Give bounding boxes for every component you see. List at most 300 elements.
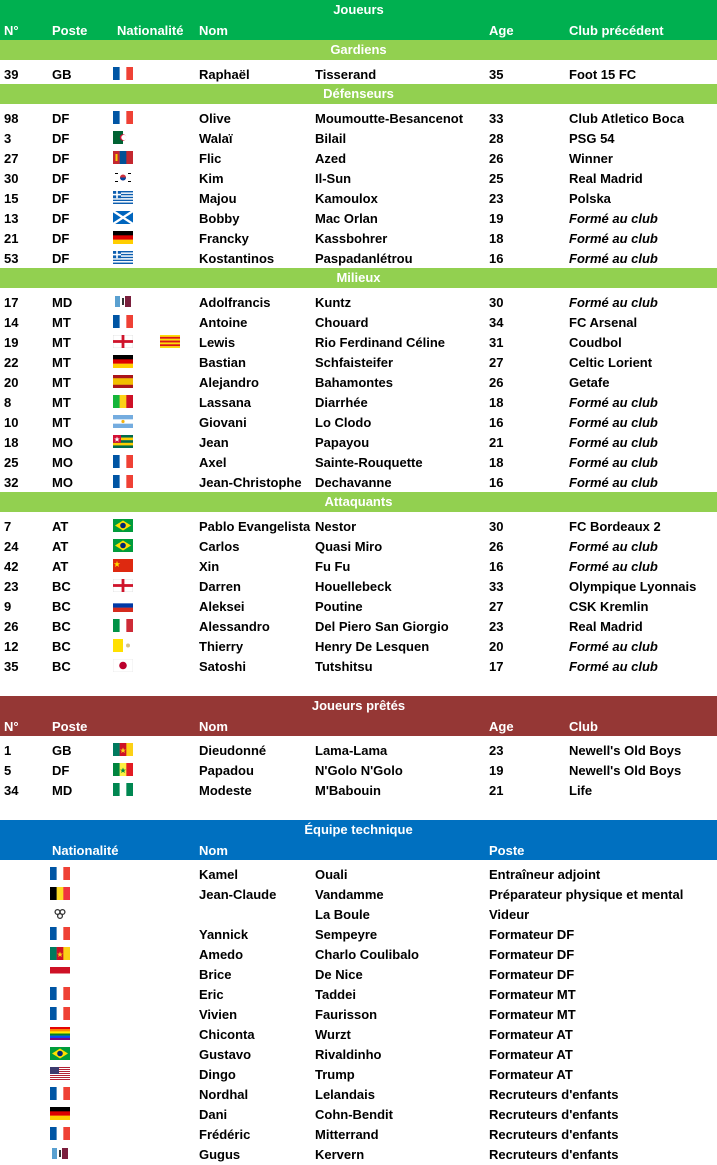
- player-previous-club: Winner: [569, 151, 613, 166]
- staff-last-name: Lelandais: [315, 1087, 375, 1102]
- staff-last-name: Vandamme: [315, 887, 384, 902]
- loan-first-name: Papadou: [199, 763, 254, 778]
- usa-flag-icon: [50, 1067, 70, 1080]
- player-last-name: Papayou: [315, 435, 370, 450]
- triskel-flag-icon: [50, 907, 70, 920]
- player-age: 26: [489, 539, 504, 554]
- greece-flag-icon: [113, 251, 133, 264]
- staff-role: Videur: [489, 907, 530, 922]
- player-age: 27: [489, 355, 504, 370]
- staff-first-name: Vivien: [199, 1007, 238, 1022]
- staff-last-name: Cohn-Bendit: [315, 1107, 393, 1122]
- staff-row: [0, 864, 717, 884]
- player-age: 16: [489, 559, 504, 574]
- player-row: [0, 208, 717, 228]
- player-first-name: Aleksei: [199, 599, 245, 614]
- player-previous-club: FC Bordeaux 2: [569, 519, 661, 534]
- player-first-name: Kim: [199, 171, 224, 186]
- player-row: [0, 292, 717, 312]
- player-position: MT: [52, 415, 71, 430]
- player-age: 23: [489, 619, 504, 634]
- player-number: 98: [4, 111, 19, 126]
- china-flag-icon: [113, 559, 133, 572]
- player-number: 10: [4, 415, 19, 430]
- player-previous-club: Getafe: [569, 375, 610, 390]
- players-title-bar: [0, 0, 717, 20]
- section-header-3: [0, 492, 717, 512]
- loan-col-header-num: N°: [4, 719, 19, 734]
- player-number: 15: [4, 191, 19, 206]
- player-number: 18: [4, 435, 19, 450]
- staff-row: [0, 1144, 717, 1164]
- togo-flag-icon: [113, 435, 133, 448]
- staff-role: Entraîneur adjoint: [489, 867, 601, 882]
- mongolia-flag-icon: [113, 151, 133, 164]
- player-first-name: Bastian: [199, 355, 246, 370]
- staff-row: [0, 1024, 717, 1044]
- player-number: 12: [4, 639, 19, 654]
- player-previous-club: Formé au club: [569, 435, 658, 450]
- player-row: [0, 108, 717, 128]
- player-last-name: Mac Orlan: [315, 211, 378, 226]
- staff-last-name: Mitterrand: [315, 1127, 379, 1142]
- greece-flag-icon: [113, 191, 133, 204]
- player-row: [0, 148, 717, 168]
- staff-title: Équipe technique: [304, 822, 413, 837]
- player-first-name: Jean-Christophe: [199, 475, 302, 490]
- player-last-name: Diarrhée: [315, 395, 368, 410]
- loan-last-name: N'Golo N'Golo: [315, 763, 403, 778]
- player-position: MT: [52, 355, 71, 370]
- player-last-name: Poutine: [315, 599, 363, 614]
- player-age: 18: [489, 455, 504, 470]
- staff-title-bar: [0, 820, 717, 840]
- staff-role: Formateur AT: [489, 1067, 573, 1082]
- player-age: 30: [489, 295, 504, 310]
- loan-col-header-name: Nom: [199, 719, 228, 734]
- section-title: Défenseurs: [323, 86, 394, 101]
- player-age: 28: [489, 131, 504, 146]
- player-row: [0, 576, 717, 596]
- player-position: MT: [52, 395, 71, 410]
- staff-first-name: Chiconta: [199, 1027, 255, 1042]
- staff-role: Formateur MT: [489, 1007, 576, 1022]
- staff-role: Formateur AT: [489, 1047, 573, 1062]
- italy-flag-icon: [113, 619, 133, 632]
- player-number: 21: [4, 231, 19, 246]
- player-last-name: Moumoutte-Besancenot: [315, 111, 464, 126]
- section-title: Gardiens: [330, 42, 387, 57]
- player-age: 17: [489, 659, 504, 674]
- player-age: 34: [489, 315, 504, 330]
- player-last-name: Houellebeck: [315, 579, 392, 594]
- korea-flag-icon: [113, 171, 133, 184]
- england-flag-icon: [113, 335, 133, 348]
- staff-row: [0, 1044, 717, 1064]
- player-first-name: Pablo Evangelista: [199, 519, 311, 534]
- staff-role: Préparateur physique et mental: [489, 887, 684, 902]
- staff-last-name: Wurzt: [315, 1027, 351, 1042]
- aveyron-flag-icon: [50, 1147, 70, 1160]
- player-row: [0, 516, 717, 536]
- staff-last-name: Faurisson: [315, 1007, 378, 1022]
- rainbow-flag-icon: [50, 1027, 70, 1040]
- germany-flag-icon: [113, 355, 133, 368]
- col-header-name: Nom: [199, 23, 228, 38]
- player-first-name: Flic: [199, 151, 222, 166]
- player-previous-club: Formé au club: [569, 251, 658, 266]
- player-number: 8: [4, 395, 12, 410]
- player-position: DF: [52, 231, 70, 246]
- player-row: [0, 188, 717, 208]
- player-position: DF: [52, 171, 70, 186]
- player-previous-club: Formé au club: [569, 639, 658, 654]
- france-flag-icon: [113, 315, 133, 328]
- staff-role: Recruteurs d'enfants: [489, 1127, 619, 1142]
- col-header-club: Club précédent: [569, 23, 664, 38]
- player-row: [0, 412, 717, 432]
- loan-age: 21: [489, 783, 504, 798]
- staff-first-name: Brice: [199, 967, 232, 982]
- player-first-name: Raphaël: [199, 67, 250, 82]
- player-previous-club: Formé au club: [569, 295, 658, 310]
- argentina-flag-icon: [113, 415, 133, 428]
- player-position: BC: [52, 579, 71, 594]
- staff-role: Formateur DF: [489, 947, 575, 962]
- loan-number: 1: [4, 743, 12, 758]
- player-previous-club: Club Atletico Boca: [569, 111, 685, 126]
- staff-first-name: Gugus: [199, 1147, 241, 1162]
- player-age: 25: [489, 171, 504, 186]
- staff-last-name: Charlo Coulibalo: [315, 947, 419, 962]
- cameroon-flag-icon: [113, 743, 133, 756]
- staff-row: [0, 944, 717, 964]
- belgium-flag-icon: [50, 887, 70, 900]
- player-first-name: Antoine: [199, 315, 248, 330]
- staff-first-name: Dingo: [199, 1067, 236, 1082]
- loan-position: MD: [52, 783, 73, 798]
- vatican-flag-icon: [113, 639, 133, 652]
- loan-position: DF: [52, 763, 70, 778]
- player-previous-club: Real Madrid: [569, 171, 643, 186]
- player-last-name: Dechavanne: [315, 475, 392, 490]
- section-header-0: [0, 40, 717, 60]
- player-last-name: Kamoulox: [315, 191, 378, 206]
- staff-first-name: Gustavo: [199, 1047, 252, 1062]
- player-position: MT: [52, 335, 71, 350]
- player-last-name: Schfaisteifer: [315, 355, 394, 370]
- player-first-name: Walaï: [199, 131, 233, 146]
- staff-row: [0, 1084, 717, 1104]
- player-age: 30: [489, 519, 504, 534]
- player-number: 3: [4, 131, 12, 146]
- player-age: 18: [489, 395, 504, 410]
- staff-last-name: De Nice: [315, 967, 363, 982]
- player-last-name: Tisserand: [315, 67, 377, 82]
- player-previous-club: Formé au club: [569, 211, 658, 226]
- mali-flag-icon: [113, 395, 133, 408]
- player-number: 30: [4, 171, 19, 186]
- players-column-header: [0, 20, 717, 40]
- player-previous-club: CSK Kremlin: [569, 599, 649, 614]
- staff-role: Recruteurs d'enfants: [489, 1147, 619, 1162]
- player-previous-club: PSG 54: [569, 131, 615, 146]
- player-first-name: Alessandro: [199, 619, 270, 634]
- player-first-name: Olive: [199, 111, 231, 126]
- player-position: DF: [52, 111, 70, 126]
- player-age: 35: [489, 67, 504, 82]
- player-position: MO: [52, 455, 73, 470]
- france-flag-icon: [113, 455, 133, 468]
- player-first-name: Francky: [199, 231, 249, 246]
- senegal-flag-icon: [113, 763, 133, 776]
- player-age: 23: [489, 191, 504, 206]
- player-number: 32: [4, 475, 19, 490]
- player-position: DF: [52, 211, 70, 226]
- loans-title: Joueurs prêtés: [311, 698, 406, 713]
- player-last-name: Nestor: [315, 519, 357, 534]
- loan-club: Newell's Old Boys: [569, 763, 682, 778]
- france-flag-icon: [113, 111, 133, 124]
- player-age: 16: [489, 475, 504, 490]
- player-number: 22: [4, 355, 19, 370]
- player-position: BC: [52, 639, 71, 654]
- loan-club: Life: [569, 783, 593, 798]
- player-last-name: Fu Fu: [315, 559, 351, 574]
- loan-number: 34: [4, 783, 19, 798]
- staff-row: [0, 1124, 717, 1144]
- brazil-flag-icon: [50, 1047, 70, 1060]
- player-position: BC: [52, 659, 71, 674]
- player-position: DF: [52, 131, 70, 146]
- player-age: 33: [489, 111, 504, 126]
- player-position: DF: [52, 151, 70, 166]
- player-previous-club: Celtic Lorient: [569, 355, 653, 370]
- staff-col-header-nat: Nationalité: [52, 843, 119, 858]
- player-position: BC: [52, 599, 71, 614]
- player-last-name: Henry De Lesquen: [315, 639, 430, 654]
- staff-first-name: Nordhal: [199, 1087, 249, 1102]
- england-flag-icon: [113, 579, 133, 592]
- loan-last-name: M'Babouin: [315, 783, 381, 798]
- staff-first-name: Eric: [199, 987, 224, 1002]
- cameroon-flag-icon: [50, 947, 70, 960]
- staff-row: [0, 1004, 717, 1024]
- player-last-name: Kuntz: [315, 295, 352, 310]
- loan-number: 5: [4, 763, 12, 778]
- player-first-name: Xin: [199, 559, 220, 574]
- loan-first-name: Dieudonné: [199, 743, 267, 758]
- player-age: 19: [489, 211, 504, 226]
- section-header-2: [0, 268, 717, 288]
- aveyron-flag-icon: [113, 295, 133, 308]
- player-previous-club: Real Madrid: [569, 619, 643, 634]
- player-last-name: Kassbohrer: [315, 231, 388, 246]
- staff-row: [0, 964, 717, 984]
- staff-role: Recruteurs d'enfants: [489, 1087, 619, 1102]
- player-first-name: Lewis: [199, 335, 236, 350]
- staff-last-name: Ouali: [315, 867, 348, 882]
- player-first-name: Carlos: [199, 539, 240, 554]
- player-number: 13: [4, 211, 19, 226]
- players-title: Joueurs: [333, 2, 384, 17]
- staff-last-name: La Boule: [315, 907, 370, 922]
- player-previous-club: Formé au club: [569, 415, 658, 430]
- player-number: 23: [4, 579, 19, 594]
- player-position: MD: [52, 295, 73, 310]
- staff-row: [0, 924, 717, 944]
- player-last-name: Chouard: [315, 315, 369, 330]
- player-position: MO: [52, 435, 73, 450]
- france-flag-icon: [113, 475, 133, 488]
- player-previous-club: Formé au club: [569, 539, 658, 554]
- loan-col-header-age: Age: [489, 719, 514, 734]
- player-row: [0, 228, 717, 248]
- player-number: 14: [4, 315, 19, 330]
- player-last-name: Il-Sun: [315, 171, 352, 186]
- player-row: [0, 536, 717, 556]
- loan-col-header-pos: Poste: [52, 719, 88, 734]
- player-position: MT: [52, 315, 71, 330]
- player-first-name: Kostantinos: [199, 251, 275, 266]
- player-age: 27: [489, 599, 504, 614]
- player-number: 9: [4, 599, 12, 614]
- france-flag-icon: [50, 1127, 70, 1140]
- player-first-name: Jean: [199, 435, 229, 450]
- section-title: Milieux: [336, 270, 381, 285]
- player-number: 35: [4, 659, 19, 674]
- monaco-flag-icon: [50, 967, 70, 980]
- loan-age: 19: [489, 763, 504, 778]
- player-last-name: Azed: [315, 151, 347, 166]
- staff-col-header-name: Nom: [199, 843, 228, 858]
- staff-row: [0, 984, 717, 1004]
- staff-role: Formateur DF: [489, 967, 575, 982]
- staff-last-name: Rivaldinho: [315, 1047, 382, 1062]
- player-row: [0, 432, 717, 452]
- player-previous-club: Formé au club: [569, 559, 658, 574]
- loans-title-bar: [0, 696, 717, 716]
- catalonia-flag-icon: [160, 335, 180, 348]
- staff-last-name: Sempeyre: [315, 927, 378, 942]
- spain-flag-icon: [113, 375, 133, 388]
- player-position: DF: [52, 191, 70, 206]
- player-age: 31: [489, 335, 504, 350]
- algeria-flag-icon: [113, 131, 133, 144]
- player-first-name: Thierry: [199, 639, 244, 654]
- loan-club: Newell's Old Boys: [569, 743, 682, 758]
- france-flag-icon: [50, 1007, 70, 1020]
- player-age: 26: [489, 375, 504, 390]
- loan-first-name: Modeste: [199, 783, 252, 798]
- staff-first-name: Kamel: [199, 867, 239, 882]
- player-first-name: Lassana: [199, 395, 252, 410]
- player-number: 19: [4, 335, 19, 350]
- player-number: 24: [4, 539, 19, 554]
- player-previous-club: Formé au club: [569, 455, 658, 470]
- russia-flag-icon: [113, 599, 133, 612]
- player-last-name: Bahamontes: [315, 375, 394, 390]
- player-age: 16: [489, 415, 504, 430]
- player-last-name: Paspadanlétrou: [315, 251, 413, 266]
- player-row: [0, 636, 717, 656]
- col-header-age: Age: [489, 23, 514, 38]
- staff-row: [0, 904, 717, 924]
- player-number: 42: [4, 559, 19, 574]
- staff-col-header-role: Poste: [489, 843, 525, 858]
- player-first-name: Giovani: [199, 415, 247, 430]
- player-number: 20: [4, 375, 19, 390]
- player-age: 20: [489, 639, 504, 654]
- player-row: [0, 372, 717, 392]
- col-header-pos: Poste: [52, 23, 88, 38]
- player-first-name: Alejandro: [199, 375, 259, 390]
- staff-row: [0, 1104, 717, 1124]
- france-flag-icon: [50, 927, 70, 940]
- player-previous-club: Foot 15 FC: [569, 67, 637, 82]
- scotland-flag-icon: [113, 211, 133, 224]
- player-number: 25: [4, 455, 19, 470]
- france-flag-icon: [50, 867, 70, 880]
- player-row: [0, 248, 717, 268]
- player-row: [0, 352, 717, 372]
- staff-role: Recruteurs d'enfants: [489, 1107, 619, 1122]
- nigeria-flag-icon: [113, 783, 133, 796]
- loan-age: 23: [489, 743, 504, 758]
- player-row: [0, 616, 717, 636]
- player-previous-club: Formé au club: [569, 231, 658, 246]
- player-last-name: Quasi Miro: [315, 539, 383, 554]
- col-header-nat: Nationalité: [117, 23, 184, 38]
- player-position: AT: [52, 539, 69, 554]
- loan-col-header-club: Club: [569, 719, 598, 734]
- col-header-num: N°: [4, 23, 19, 38]
- player-row: [0, 168, 717, 188]
- staff-last-name: Kervern: [315, 1147, 365, 1162]
- staff-last-name: Taddei: [315, 987, 356, 1002]
- france-flag-icon: [50, 1087, 70, 1100]
- player-number: 53: [4, 251, 19, 266]
- player-row: [0, 656, 717, 676]
- staff-role: Formateur AT: [489, 1027, 573, 1042]
- player-position: GB: [52, 67, 72, 82]
- player-previous-club: Formé au club: [569, 395, 658, 410]
- player-age: 18: [489, 231, 504, 246]
- player-position: DF: [52, 251, 70, 266]
- loan-row: [0, 760, 717, 780]
- player-first-name: Darren: [199, 579, 241, 594]
- brazil-flag-icon: [113, 539, 133, 552]
- player-previous-club: Formé au club: [569, 475, 658, 490]
- staff-role: Formateur DF: [489, 927, 575, 942]
- france-flag-icon: [113, 67, 133, 80]
- player-row: [0, 392, 717, 412]
- player-last-name: Tutshitsu: [315, 659, 373, 674]
- staff-row: [0, 1064, 717, 1084]
- loan-last-name: Lama-Lama: [315, 743, 388, 758]
- japan-flag-icon: [113, 659, 133, 672]
- staff-row: [0, 884, 717, 904]
- player-last-name: Del Piero San Giorgio: [315, 619, 449, 634]
- player-number: 39: [4, 67, 19, 82]
- player-row: [0, 452, 717, 472]
- player-row: [0, 332, 717, 352]
- player-age: 26: [489, 151, 504, 166]
- staff-first-name: Jean-Claude: [199, 887, 277, 902]
- section-title: Attaquants: [324, 494, 393, 509]
- player-age: 21: [489, 435, 504, 450]
- player-first-name: Majou: [199, 191, 237, 206]
